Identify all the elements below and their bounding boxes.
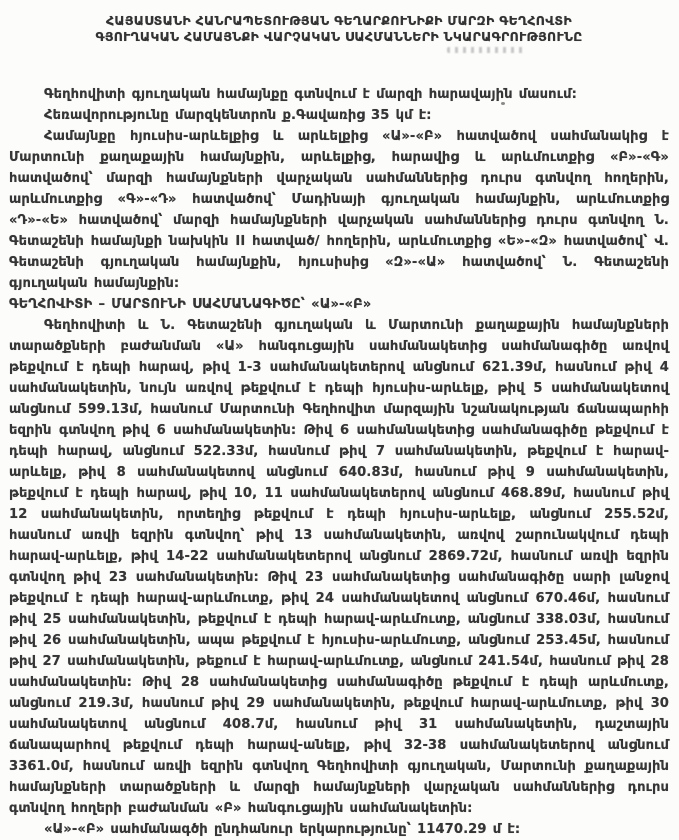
document-title-line2: ԳՅՈՒՂԱԿԱՆ ՀԱՄԱՅՆՔԻ ՎԱՐՉԱԿԱՆ ՍԱՀՄԱՆՆԵՐԻ ՆԿԱՐԱԳՐՈՒԹՅՈՒՆԸ — [95, 29, 583, 44]
section-heading: ԳԵՂՀՈՎԻՏԻ – ՄԱՐՏՈՒՆԻ ՍԱՀՄԱՆԱԳԻԾԸ՝ «Ա»-«Բ» — [9, 297, 372, 312]
document-body — [9, 84, 669, 840]
document-title-line1: ՀԱՅԱՍՏԱՆԻ ՀԱՆՐԱՊԵՏՈՒԹՅԱՆ ԳԵՂԱՐՔՈՒՆԻՔԻ ՄԱՐԶԻ ԳԵՂՀՈՎՏԻ — [105, 13, 573, 28]
paragraph-borders: Համայնքը հյուսիս-արևելքից և արևելքից «Ա»-«Բ» հատվածով սահմանակից է Մարտունի քաղաքային համայնքին, արևելքից, հարավից և արևմուտքից «Բ»-«Գ» հատվածով՝ մարզի համայնքների վարչական սահմաններից դուրս գտնվող հողերին, արևմուտքից «Գ»-«Դ» հատվածով՝ Մադինայի գյուղական համայնքին, արևմուտքից «Դ»-«Ե» հատվածով՝ մարզի համայնքների վարչական սահմաններից դուրս գտնվող Ն. Գետաշենի համայնքի նախկին II հատված/ հողերին, արևմուտքից «Ե»-«Զ» հատվածով՝ Վ. Գետաշենի գյուղական համայնքին, հյուսիսից «Զ»-«Ա» հատվածով՝ Ն. Գետաշենի գյուղական համայնքին: — [9, 129, 669, 291]
document-title — [21, 13, 657, 45]
paragraph-total-length: «Ա»-«Բ» սահմանագծի ընդհանուր երկարությունը՝ 11470.29 մ է: — [44, 822, 521, 837]
scan-artifact-dot — [501, 102, 505, 105]
paragraph-boundary-description: Գեղհովիտի և Ն. Գետաշենի գյուղական և Մարտունի քաղաքային համայնքների տարածքների բաժանման «Ա» հանգուցային սահմանակետից սահմանագիծը առվով թեքվում է դեպի հարավ, թիվ 1-3 սահմանակետերով անցնում 621.39մ, հասնում թիվ 4 սահմանակետին, նույն առվով թեքվում է դեպի հյուսիս-արևելք, թիվ 5 սահմանակետով անցնում 599.13մ, հասնում Մարտունի Գեղհովիտ մարզային նշանակության ճանապարհի եզրին գտնվող թիվ 6 սահմանակետին: Թիվ 6 սահմանակետից սահմանագիծը թեքվում է դեպի հարավ, անցնում 522.33մ, հասնում թիվ 7 սահմանակետին, թեքվում է հարավ-արևելք, թիվ 8 սահմանակետով անցնում 640.83մ, հասնում թիվ 9 սահմանակետին, թեքվում է դեպի հարավ, թիվ 10, 11 սահմանակետերով անցնում 468.89մ, հասնում թիվ 12 սահմանակետին, որտեղից թեքվում է դեպի հյուսիս-արևելք, անցնում 255.52մ, հասնում առվի եզրին գտնվող՝ թիվ 13 սահմանակետին, առվով շարունակվում դեպի հարավ-արևելք, թիվ 14-22 սահմանակետերով անցնում 2869.72մ, հասնում առվի եզրին գտնվող թիվ 23 սահմանակետին: Թիվ 23 սահմանակետից սահմանագիծը սարի լանջով թեքվում է դեպի հարավ-արևմուտք, թիվ 24 սահմանակետով անցնում 670.46մ, հասնում թիվ 25 սահմանակետին, թեքվում է դեպի հարավ-արևմուտք, անցնում 338.03մ, հասնում թիվ 26 սահմանակետին, ապա թեքվում է հյուսիս-արևմուտք, անցնում 253.45մ, հասնում թիվ 27 սահմանակետին, թեքում է հարավ-արևմուտք, անցնում 241.54մ, հասնում թիվ 28 սահմանակետին: Թիվ 28 սահմանակետից սահմանագիծը թեքվում է դեպի արևմուտք, անցնում 219.3մ, հասնում թիվ 29 սահմանակետին, թեքվում հարավ-արևմուտք, թիվ 30 սահմանակետով անցնում 408.7մ, հասնում թիվ 31 սահմանակետին, դաշտային ճանապարհով թեքվում դեպի հարավ-անելք, թիվ 32-38 սահմանակետերով անցնում 3361.0մ, հասնում առվի եզրին գտնվող Գեղհովիտի գյուղական, Մարտունի քաղաքային համայնքների տարածքների և մարզի համայնքների վարչական սահմաններից դուրս գտնվող հողերի բաժանման «Բ» հանգուցային սահմանակետին: — [9, 318, 669, 816]
paragraph-location: Գեղհովիտի գյուղական համայնքը գտնվում է մարզի հարավային մասում: — [44, 87, 577, 102]
paragraph-distance: Հեռավորությունը մարզկենտրոն ք.Գավառից 35 կմ է: — [44, 108, 432, 123]
scan-artifact-smudge — [447, 47, 525, 53]
